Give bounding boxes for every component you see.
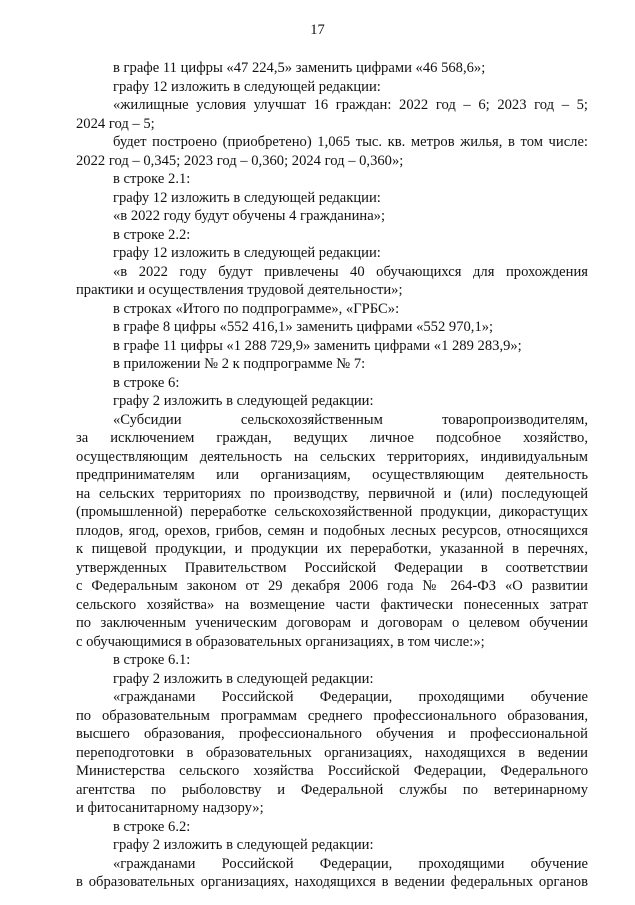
text-line: «в 2022 году будут привлечены 40 обучающихся для прохождения <box>113 263 588 280</box>
text-line: графу 12 изложить в следующей редакции: <box>113 78 381 95</box>
text-line: в строке 2.1: <box>113 171 191 187</box>
text-line: графу 12 изложить в следующей редакции: <box>113 245 381 261</box>
text-line: сельского хозяйства» на возмещение части фактически понесенных затрат <box>76 596 588 613</box>
text-line: 2022 год – 0,345; 2023 год – 0,360; 2024 год – 0,360»; <box>76 152 404 169</box>
text-line: в графе 11 цифры «1 288 729,9» заменить цифрами «1 289 283,9»; <box>113 337 522 354</box>
text-line: за исключением граждан, ведущих личное подсобное хозяйство, <box>76 430 588 446</box>
text-line: и фитосанитарному надзору»; <box>76 800 264 816</box>
text-line: графу 2 изложить в следующей редакции: <box>113 837 374 853</box>
text-line: на сельских территориях по производству, первичной и (или) последующей <box>76 485 588 502</box>
text-line: практики и осуществления трудовой деятельности»; <box>76 282 403 298</box>
text-line: 2024 год – 5; <box>76 115 155 132</box>
text-line: предпринимателям или организациям, осуществляющим деятельность <box>76 467 588 483</box>
text-line: с обучающимися в образовательных организациях, в том числе:»; <box>76 633 485 650</box>
text-line: утвержденных Правительством Российской Федерации в соответствии <box>76 559 588 576</box>
text-line: плодов, ягод, орехов, грибов, семян и подобных лесных ресурсов, относящихся <box>76 522 588 539</box>
text-line: по образовательным программам среднего профессионального образования, <box>76 707 588 724</box>
text-line: в графе 11 цифры «47 224,5» заменить цифрами «46 568,6»; <box>113 60 486 76</box>
text-line: графу 12 изложить в следующей редакции: <box>113 189 381 206</box>
text-line: высшего образования, профессионального обучения и профессиональной <box>76 726 588 742</box>
text-line: агентства по рыболовству и Федеральной службы по ветеринарному <box>76 781 588 798</box>
text-line: будет построено (приобретено) 1,065 тыс. кв. метров жилья, в том числе: <box>113 134 588 150</box>
text-line: в строке 2.2: <box>113 226 191 243</box>
text-line: в образовательных организациях, находящихся в ведении федеральных органов <box>76 874 588 890</box>
text-line: переподготовки в образовательных организациях, находящихся в ведении <box>76 744 588 761</box>
text-line: по заключенным ученическим договорам и договорам о целевом обучении <box>76 615 588 631</box>
text-line: к пищевой продукции, и продукции их переработки, указанной в перечнях, <box>76 541 588 557</box>
text-line: в строке 6: <box>113 374 180 391</box>
text-line: графу 2 изложить в следующей редакции: <box>113 393 374 409</box>
text-line: в графе 8 цифры «552 416,1» заменить цифрами «552 970,1»; <box>113 319 494 335</box>
text-line: с Федеральным законом от 29 декабря 2006 года № 264-ФЗ «О развитии <box>76 578 588 594</box>
text-line: графу 2 изложить в следующей редакции: <box>113 670 374 687</box>
page-number: 17 <box>310 22 325 38</box>
text-line: (промышленной) переработке сельскохозяйственной продукции, дикорастущих <box>76 504 588 520</box>
text-line: в строках «Итого по подпрограмме», «ГРБС»: <box>113 300 400 317</box>
text-line: «Субсидии сельскохозяйственным товаропроизводителям, <box>113 411 588 428</box>
text-line: в строке 6.1: <box>113 652 191 668</box>
text-line: в строке 6.2: <box>113 818 191 835</box>
document-body <box>76 59 588 892</box>
text-line: «гражданами Российской Федерации, проходящими обучение <box>113 689 588 705</box>
text-line: Министерства сельского хозяйства Российской Федерации, Федерального <box>76 763 588 779</box>
text-line: осуществляющим деятельность на сельских территориях, индивидуальным <box>76 448 588 465</box>
text-line: «в 2022 году будут обучены 4 гражданина»; <box>113 208 386 224</box>
text-line: «гражданами Российской Федерации, проходящими обучение <box>113 855 588 872</box>
text-line: в приложении № 2 к подпрограмме № 7: <box>113 356 366 372</box>
text-line: «жилищные условия улучшат 16 граждан: 2022 год – 6; 2023 год – 5; <box>113 97 588 113</box>
